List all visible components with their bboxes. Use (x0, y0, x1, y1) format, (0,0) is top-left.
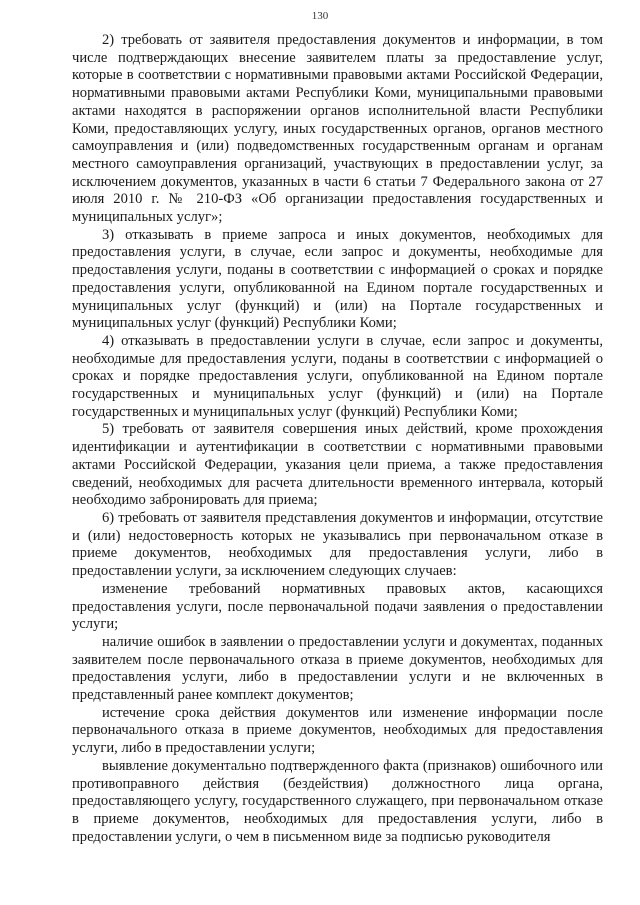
paragraph-item-2: 2) требовать от заявителя предоставления документов и информации, в том числе подтверждающих внесение заявителем платы за предоставление услуг, которые в соответствии с нормативными правовыми актами Российской Федерации, нормативными правовыми актами Республики Коми, муниципальными правовыми актами находятся в распоряжении органов исполнительной власти Республики Коми, предоставляющих услугу, иных государственных органов, органов местного самоуправления и (или) подведомственных государственным органам и органам местного самоуправления организаций, участвующих в предоставлении услуг, за исключением документов, указанных в части 6 статьи 7 Федерального закона от 27 июля 2010 г. № 210-ФЗ «Об организации предоставления государственных и муниципальных услуг»; (72, 32, 603, 226)
paragraph-item-3: 3) отказывать в приеме запроса и иных документов, необходимых для предоставления услуги, в случае, если запрос и документы, необходимые для предоставления услуги, поданы в соответствии с информацией о сроках и порядке предоставления услуги, опубликованной на Едином портале государственных и муниципальных услуг (функций) и (или) на Портале государственных и муниципальных услуг (функций) Республики Коми; (72, 226, 603, 332)
page-number: 130 (311, 10, 329, 22)
paragraph-exception-4: выявление документально подтвержденного факта (признаков) ошибочного или противоправного действия (бездействия) должностного лица органа, предоставляющего услугу, государственного служащего, при первоначальном отказе в приеме документов, необходимых для предоставления услуги, либо в предоставлении услуги, о чем в письменном виде за подписью руководителя (72, 757, 603, 845)
paragraph-item-6: 6) требовать от заявителя представления документов и информации, отсутствие и (или) недостоверность которых не указывались при первоначальном отказе в приеме документов, необходимых для предоставления услуги, либо в предоставлении услуги, за исключением следующих случаев: (72, 509, 603, 580)
paragraph-item-5: 5) требовать от заявителя совершения иных действий, кроме прохождения идентификации и аутентификации в соответствии с нормативными правовыми актами Российской Федерации, указания цели приема, а также предоставления сведений, необходимых для расчета длительности временного интервала, который необходимо забронировать для приема; (72, 421, 603, 509)
paragraph-exception-1: изменение требований нормативных правовых актов, касающихся предоставления услуги, после первоначальной подачи заявления о предоставлении услуги; (72, 580, 603, 633)
document-body (72, 32, 603, 846)
paragraph-exception-2: наличие ошибок в заявлении о предоставлении услуги и документах, поданных заявителем после первоначального отказа в приеме документов, необходимых для предоставления услуги, либо в предоставлении услуги и не включенных в представленный ранее комплект документов; (72, 633, 603, 704)
paragraph-item-4: 4) отказывать в предоставлении услуги в случае, если запрос и документы, необходимые для предоставления услуги, поданы в соответствии с информацией о сроках и порядке предоставления услуги, опубликованной на Едином портале государственных и муниципальных услуг (функций) и (или) на Портале государственных и муниципальных услуг (функций) Республики Коми; (72, 332, 603, 420)
paragraph-exception-3: истечение срока действия документов или изменение информации после первоначального отказа в приеме документов, необходимых для предоставления услуги, либо в предоставлении услуги; (72, 704, 603, 757)
